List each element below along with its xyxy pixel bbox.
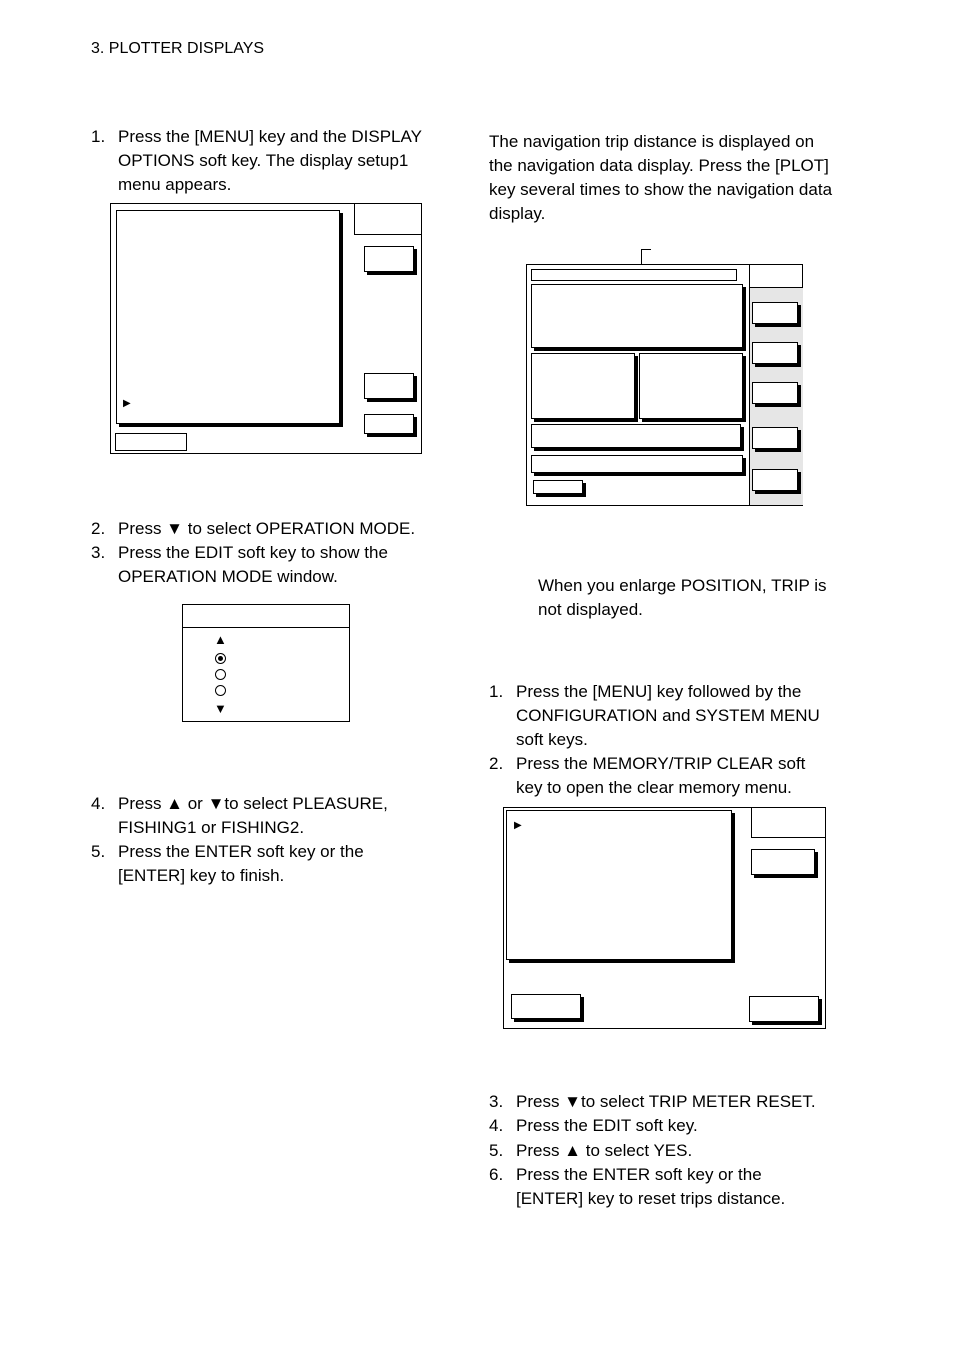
nav-data-screen [526, 264, 803, 506]
scroll-down-arrow-icon: ▼ [214, 701, 227, 716]
radio-option-3[interactable] [215, 685, 226, 696]
step-text: Press ▼to select TRIP METER RESET. [516, 1092, 816, 1111]
operation-mode-window [182, 604, 350, 722]
intro-paragraph: The navigation trip distance is displayed on the navigation data display. Press the [PLOT] key several times to show the navigation data display. [489, 132, 833, 223]
step-number: 1. [489, 682, 504, 701]
data-panel-left [531, 353, 635, 419]
softkey-button-2[interactable] [364, 373, 414, 399]
radio-option-1[interactable] [215, 653, 226, 664]
section-header: 3. PLOTTER DISPLAYS [91, 40, 265, 57]
softkey-button-1[interactable] [752, 302, 798, 324]
data-panel-top [531, 284, 743, 348]
step-text: Press the EDIT soft key to show the OPERATION MODE window. [118, 543, 388, 586]
softkey-button-1[interactable] [364, 246, 414, 272]
step-number: 1. [91, 127, 106, 146]
note-text: When you enlarge POSITION, TRIP is not displayed. [538, 576, 827, 619]
status-box [533, 480, 583, 494]
step-text: Press the ENTER soft key or the [ENTER] key to finish. [118, 842, 364, 885]
step-number: 3. [91, 543, 106, 562]
step-number: 5. [489, 1141, 504, 1160]
softkey-button-3[interactable] [364, 414, 414, 434]
title-bar [531, 269, 737, 281]
cursor-pointer-icon: ▶ [514, 820, 522, 831]
data-panel-bottom [531, 455, 743, 473]
softkey-button-5[interactable] [752, 469, 798, 491]
step-number: 4. [91, 794, 106, 813]
step-text: Press the MEMORY/TRIP CLEAR soft key to open the clear memory menu. [516, 754, 806, 797]
step-number: 3. [489, 1092, 504, 1111]
data-panel-right [639, 353, 743, 419]
softkey-button-1[interactable] [751, 849, 815, 875]
window-title-divider [183, 627, 349, 628]
softkey-button-4[interactable] [752, 427, 798, 449]
step-number: 6. [489, 1165, 504, 1184]
step-number: 2. [91, 519, 106, 538]
step-text: Press the ENTER soft key or the [ENTER] key to reset trips distance. [516, 1165, 786, 1208]
step-text: Press ▲ to select YES. [516, 1141, 693, 1160]
menu-list-panel [506, 810, 732, 960]
status-box [115, 433, 187, 451]
softkey-title-box [751, 807, 826, 838]
step-text: Press the [MENU] key followed by the CONFIGURATION and SYSTEM MENU soft keys. [516, 682, 820, 749]
softkey-button-2[interactable] [749, 996, 819, 1022]
softkey-button-3[interactable] [752, 382, 798, 404]
step-text: Press the [MENU] key and the DISPLAY OPTIONS soft key. The display setup1 menu appears. [118, 127, 422, 194]
callout-line-top [641, 249, 651, 250]
step-text: Press ▲ or ▼to select PLEASURE, FISHING1 or FISHING2. [118, 794, 388, 837]
status-box [511, 994, 581, 1019]
softkey-title-box [749, 264, 803, 288]
step-number: 2. [489, 754, 504, 773]
cursor-pointer-icon: ▶ [123, 398, 131, 409]
scroll-up-arrow-icon: ▲ [214, 632, 227, 647]
step-number: 4. [489, 1116, 504, 1135]
softkey-title-box [354, 203, 422, 235]
trip-panel [531, 424, 741, 448]
softkey-column [749, 265, 803, 505]
step-text: Press the EDIT soft key. [516, 1116, 698, 1135]
radio-option-2[interactable] [215, 669, 226, 680]
softkey-button-2[interactable] [752, 342, 798, 364]
menu-list-panel [116, 210, 340, 424]
display-setup-screen [110, 203, 422, 454]
step-text: Press ▼ to select OPERATION MODE. [118, 519, 416, 538]
clear-memory-screen [503, 807, 826, 1029]
step-number: 5. [91, 842, 106, 861]
